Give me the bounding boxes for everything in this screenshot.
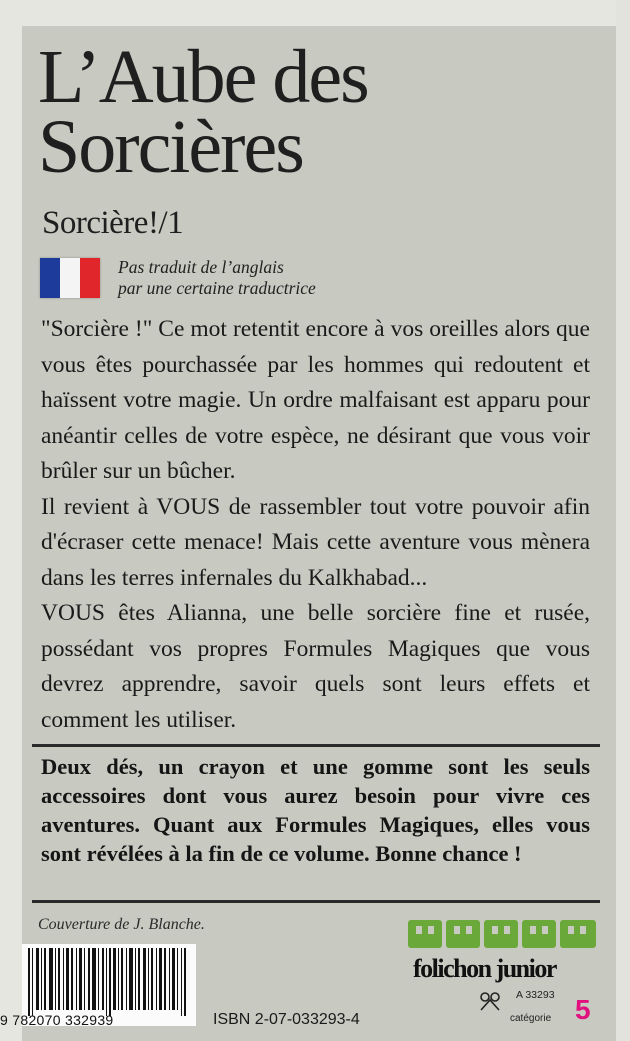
catalog-ref: A 33293 xyxy=(516,989,555,1001)
translator-line2: par une certaine traductrice xyxy=(118,278,316,298)
french-flag-icon xyxy=(40,258,100,298)
translator-line1: Pas traduit de l’anglais xyxy=(118,257,284,277)
book-title xyxy=(38,35,598,189)
blurb-paragraph-3: VOUS êtes Alianna, une belle sorcière fine et rusée, possédant vos propres Formules Magiques que vous devrez apprendre, savoir quels sont leurs effets et comment les utiliser. xyxy=(41,600,590,733)
translator-note xyxy=(118,257,538,299)
barcode-digits: 9 782070 332939 xyxy=(0,1012,114,1028)
isbn: ISBN 2-07-033293-4 xyxy=(213,1011,360,1028)
publisher-logo-text: folichon junior xyxy=(413,954,556,983)
page-edge-top xyxy=(0,0,630,26)
book-title-line1: L’Aube des xyxy=(38,35,368,119)
series-label: Sorcière!/1 xyxy=(42,205,184,241)
barcode-bars xyxy=(28,948,190,1016)
cover-credit: Couverture de J. Blanche. xyxy=(38,916,205,933)
folichon-logo-icon xyxy=(408,914,598,950)
page-edge-left xyxy=(0,0,22,1041)
category-number: 5 xyxy=(575,994,591,1025)
blurb xyxy=(41,312,590,738)
page-edge-right xyxy=(616,0,630,1041)
rules-box-text: Deux dés, un crayon et une gomme sont les seuls accessoires dont vous aurez besoin pour vivre ces aventures. Quant aux Formules Magiques, elles vous sont révélées à la fin de ce volume. Bonne chance ! xyxy=(41,754,590,866)
category-label: catégorie xyxy=(510,1013,552,1024)
book-title-line2: Sorcières xyxy=(38,105,303,189)
divider-top xyxy=(32,744,600,747)
blurb-paragraph-2: Il revient à VOUS de rassembler tout votre pouvoir afin d'écraser cette menace! Mais cette aventure vous mènera dans les terres infernales du Kalkhabad... xyxy=(41,493,590,591)
divider-bottom xyxy=(32,900,600,903)
publisher-symbol-icon xyxy=(478,990,502,1012)
blurb-paragraph-1: "Sorcière !" Ce mot retentit encore à vos oreilles alors que vous êtes pourchassée par les hommes qui redoutent et haïssent votre magie. Un ordre malfaisant est apparu pour anéantir celles de votre espèce, ne désirant que vous voir brûler sur un bûcher. xyxy=(41,316,590,484)
